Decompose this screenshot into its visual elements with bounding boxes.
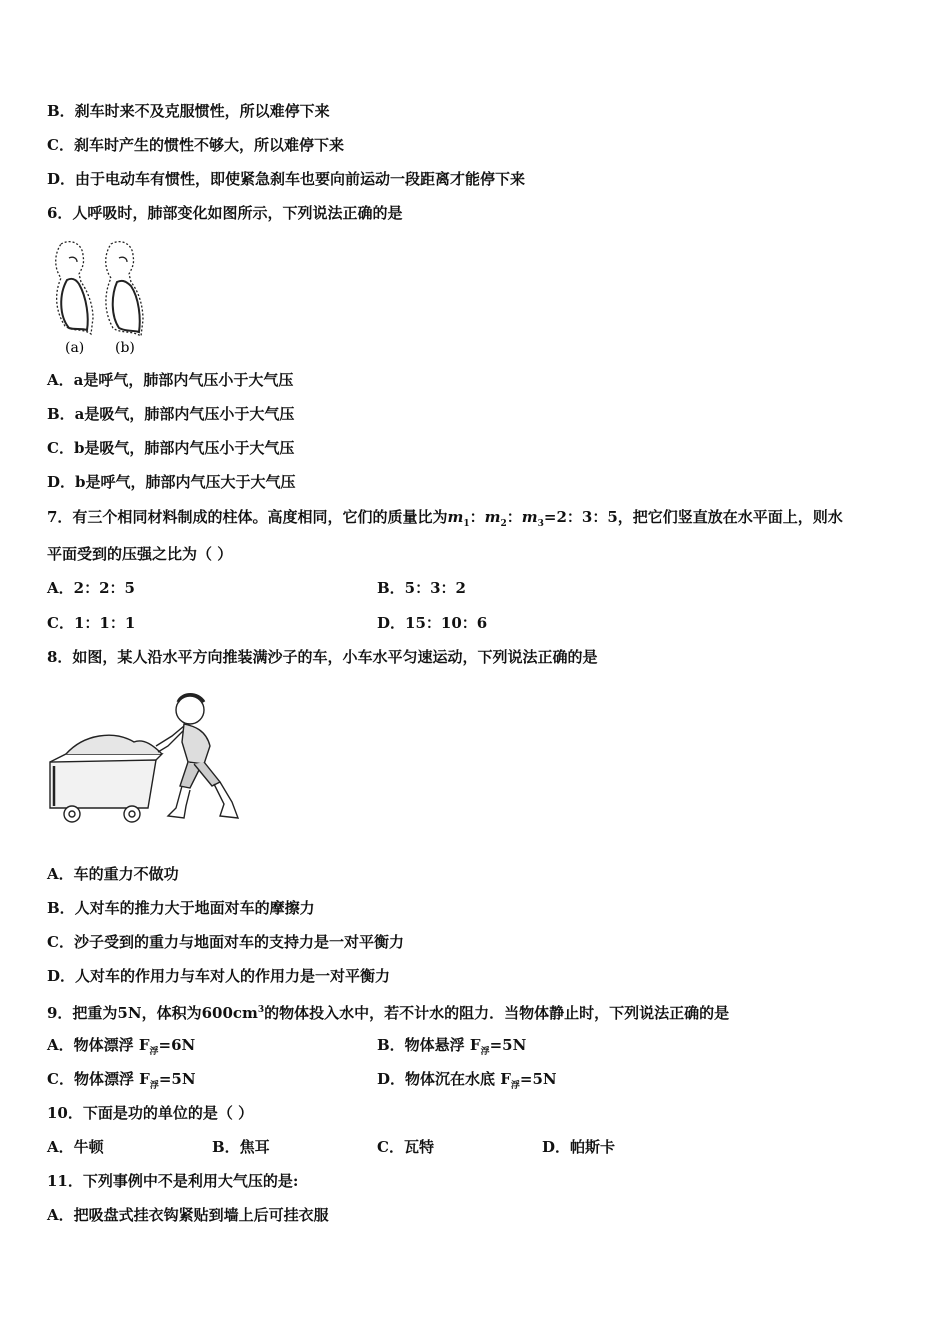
q10-stem: 10．下面是功的单位的是（ ） [47,1104,254,1122]
q9-option-a [47,1035,195,1062]
q9-opt-b-text: B．物体悬浮 F [377,1036,481,1054]
q9-option-b [377,1035,526,1062]
q7-stem-line2: 平面受到的压强之比为（ ） [47,545,233,563]
sand-cart [50,735,162,822]
q5-option-d: D．由于电动车有惯性，即使紧急刹车也要向前运动一段距离才能停下来 [47,170,526,188]
q7-sep2: ： [506,508,522,526]
q9-opt-c-text: C．物体漂浮 F [47,1070,150,1088]
lung-figure-a [56,242,93,334]
q7-stem [47,507,843,534]
q7-sep1: ： [469,508,485,526]
fig-label-b: (b) [115,340,135,356]
boy-figure [156,695,238,819]
q9-opt-d-sub: 浮 [510,1081,520,1091]
q7-m2: m [484,508,501,526]
q7-m2-sub: 2 [500,519,507,529]
q7-option-b: B．5：3：2 [377,579,466,597]
q7-option-d: D．15：10：6 [377,614,488,632]
q8-option-d: D．人对车的作用力与车对人的作用力是一对平衡力 [47,967,391,985]
q9-opt-c-sub: 浮 [149,1081,159,1091]
q7-stem-part1: 7．有三个相同材料制成的柱体。高度相同，它们的质量比为 [47,508,448,526]
q7-m3-sub: 3 [537,519,544,529]
q9-option-c [47,1069,196,1096]
q9-stem-part1: 9．把重为5N，体积为600cm [47,1004,258,1022]
q10-option-c: C．瓦特 [377,1138,434,1156]
q8-option-c: C．沙子受到的重力与地面对车的支持力是一对平衡力 [47,933,404,951]
q5-option-b: B．刹车时来不及克服惯性，所以难停下来 [47,102,330,120]
q9-opt-b-sub: 浮 [480,1047,490,1057]
q6-option-a: A．a是呼气，肺部内气压小于大气压 [47,371,294,389]
boy-pushing-cart-figure [44,690,249,830]
q9-stem-sup: 3 [257,1005,265,1015]
lung-breathing-figure [47,238,157,358]
q9-stem [47,1000,729,1023]
q6-stem: 6．人呼吸时，肺部变化如图所示，下列说法正确的是 [47,204,403,222]
q10-option-a: A．牛顿 [47,1138,104,1156]
q6-option-c: C．b是吸气，肺部内气压小于大气压 [47,439,295,457]
q5-option-c: C．刹车时产生的惯性不够大，所以难停下来 [47,136,344,154]
q11-stem: 11．下列事例中不是利用大气压的是: [47,1172,299,1190]
q7-stem-part2: =2：3：5，把它们竖直放在水平面上，则水 [543,508,843,526]
q7-option-a: A．2：2：5 [47,579,135,597]
q6-option-d: D．b是呼气，肺部内气压大于大气压 [47,473,296,491]
q9-opt-c-val: =5N [158,1070,196,1088]
q11-option-a: A．把吸盘式挂衣钩紧贴到墙上后可挂衣服 [47,1206,329,1224]
q9-opt-d-text: D．物体沉在水底 F [377,1070,511,1088]
q8-option-a: A．车的重力不做功 [47,865,179,883]
q6-option-b: B．a是吸气，肺部内气压小于大气压 [47,405,295,423]
q9-opt-d-val: =5N [519,1070,557,1088]
q9-opt-b-val: =5N [489,1036,527,1054]
q7-m3: m [521,508,538,526]
q7-m1: m [447,508,464,526]
q8-option-b: B．人对车的推力大于地面对车的摩擦力 [47,899,315,917]
q10-option-b: B．焦耳 [212,1138,270,1156]
q9-option-d [377,1069,557,1096]
lung-figure-b [106,242,143,336]
q9-opt-a-val: =6N [158,1036,196,1054]
q9-stem-part2: 的物体投入水中，若不计水的阻力．当物体静止时，下列说法正确的是 [264,1004,730,1022]
q9-opt-a-sub: 浮 [149,1047,159,1057]
fig-label-a: (a) [65,340,85,356]
q7-m1-sub: 1 [463,519,470,529]
q8-stem: 8．如图，某人沿水平方向推装满沙子的车，小车水平匀速运动，下列说法正确的是 [47,648,598,666]
q9-opt-a-text: A．物体漂浮 F [47,1036,150,1054]
q7-option-c: C．1：1：1 [47,614,136,632]
q10-option-d: D．帕斯卡 [542,1138,616,1156]
